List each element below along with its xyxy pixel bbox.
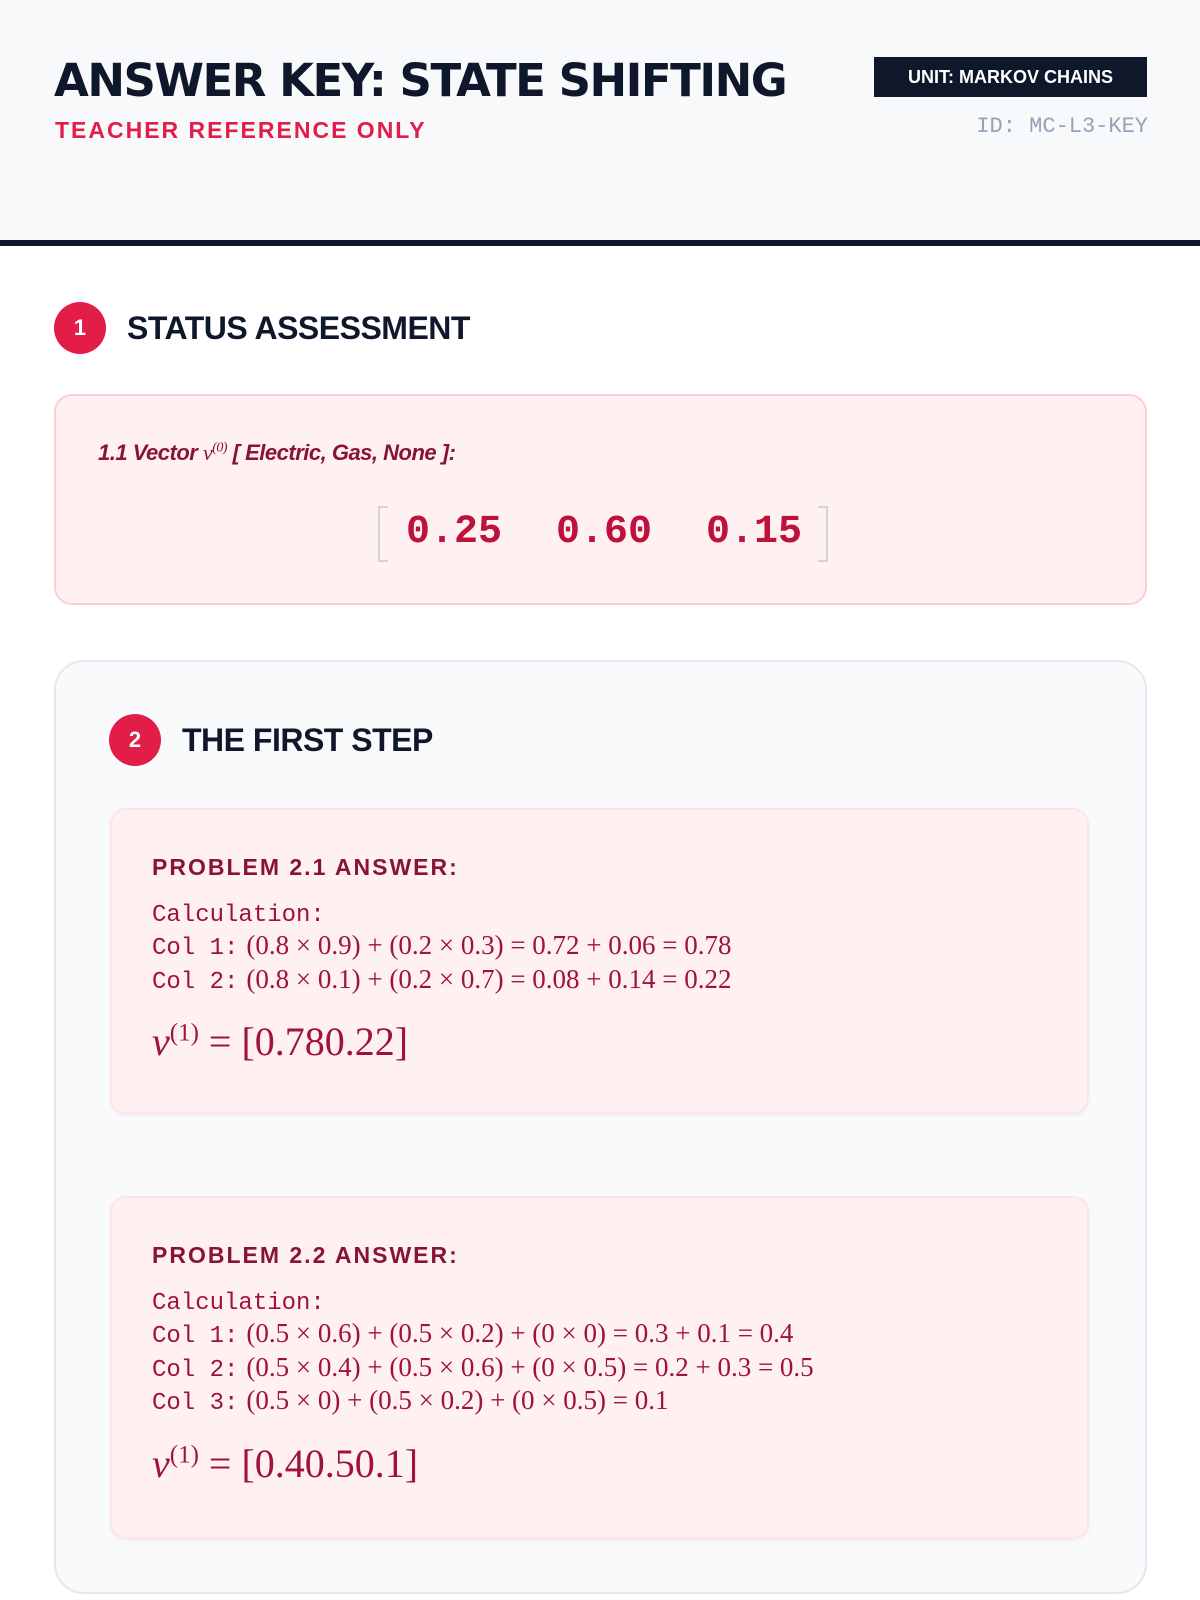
result-symbol: v xyxy=(152,1441,170,1486)
column-expression: (0.5 × 0.6) + (0.5 × 0.2) + (0 × 0) = 0.3 + 0.1 = 0.4 xyxy=(246,1318,794,1348)
column-label: Col 1: xyxy=(152,935,239,962)
column-expression: (0.5 × 0.4) + (0.5 × 0.6) + (0 × 0.5) = 0.2 + 0.3 = 0.5 xyxy=(246,1352,814,1382)
right-bracket xyxy=(818,506,828,562)
vector-symbol xyxy=(203,440,227,465)
section-title: THE FIRST STEP xyxy=(182,722,433,758)
column-label: Col 2: xyxy=(152,969,239,996)
calculation-line xyxy=(152,1385,668,1417)
vector-value-electric: 0.25 xyxy=(406,510,503,555)
column-label: Col 2: xyxy=(152,1357,239,1384)
vector-label xyxy=(98,440,455,466)
header xyxy=(0,0,1200,246)
column-label: Col 3: xyxy=(152,1390,239,1417)
problem-2-1-answer-card xyxy=(110,808,1089,1114)
vector-label-prefix: 1.1 Vector xyxy=(98,440,203,465)
result-value: = [0.40.50.1] xyxy=(198,1441,419,1486)
calculation-line xyxy=(152,1352,814,1384)
vector-superscript: (0) xyxy=(212,440,228,456)
section-number-badge: 1 xyxy=(54,302,106,354)
calculation-heading-text: Calculation: xyxy=(152,1290,325,1317)
result-superscript: (1) xyxy=(169,1441,199,1469)
left-bracket xyxy=(378,506,388,562)
answer-title: PROBLEM 2.2 ANSWER: xyxy=(152,1242,459,1268)
result-symbol: v xyxy=(152,1019,170,1064)
result-superscript: (1) xyxy=(169,1019,199,1047)
vector-value-gas: 0.60 xyxy=(556,510,653,555)
column-expression: (0.8 × 0.9) + (0.2 × 0.3) = 0.72 + 0.06 = 0.78 xyxy=(246,930,732,960)
calculation-heading xyxy=(152,1288,325,1317)
answer-title: PROBLEM 2.1 ANSWER: xyxy=(152,854,459,880)
result-vector xyxy=(152,1018,408,1065)
problem-2-2-answer-card xyxy=(110,1196,1089,1539)
calculation-line xyxy=(152,1318,793,1350)
result-value: = [0.780.22] xyxy=(198,1019,409,1064)
unit-badge: UNIT: MARKOV CHAINS xyxy=(874,57,1147,97)
vector-label-suffix: [ Electric, Gas, None ]: xyxy=(227,440,456,465)
vector-value-none: 0.15 xyxy=(706,510,803,555)
document-id: ID: MC-L3-KEY xyxy=(976,114,1148,139)
section-number-badge: 2 xyxy=(109,714,161,766)
vector-card xyxy=(54,394,1147,605)
vector-values xyxy=(406,510,856,555)
calculation-line xyxy=(152,930,732,962)
result-vector xyxy=(152,1440,418,1487)
column-label: Col 1: xyxy=(152,1323,239,1350)
page-title: ANSWER KEY: STATE SHIFTING xyxy=(54,54,787,107)
column-expression: (0.8 × 0.1) + (0.2 × 0.7) = 0.08 + 0.14 = 0.22 xyxy=(246,964,732,994)
column-expression: (0.5 × 0) + (0.5 × 0.2) + (0 × 0.5) = 0.1 xyxy=(246,1385,669,1415)
calculation-heading-text: Calculation: xyxy=(152,902,325,929)
page-subtitle: TEACHER REFERENCE ONLY xyxy=(55,117,427,143)
first-step-panel xyxy=(54,660,1147,1594)
calculation-heading xyxy=(152,900,325,929)
section-title: STATUS ASSESSMENT xyxy=(127,310,470,346)
vector-symbol-letter: v xyxy=(202,440,213,465)
calculation-line xyxy=(152,964,732,996)
